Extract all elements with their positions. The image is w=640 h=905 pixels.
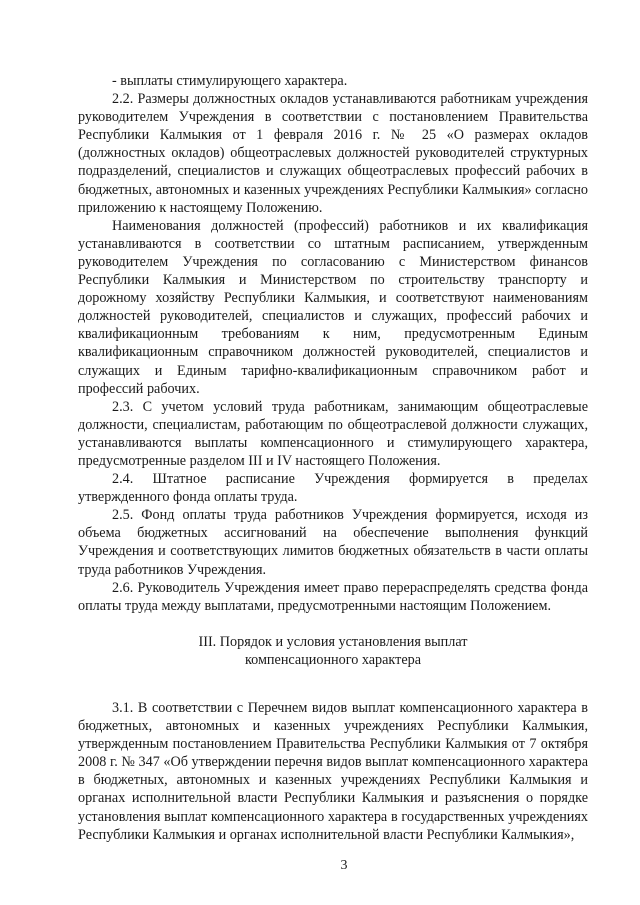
page-number: 3 bbox=[340, 858, 348, 873]
paragraph-2-2: 2.2. Размеры должностных окладов устанавливаются работникам учреждения руководителем Учреждения в соответствии с постановлением Правительства Республики Калмыкия от 1 февраля 2016 г. № 25 «О размерах окладов (должностных окладов) общеотраслевых должностей руководителей структурных подразделений, специалистов и служащих общеотраслевых профессий рабочих в бюджетных, автономных и казенных учреждениях Республики Калмыкия» согласно приложению к настоящему Положению. bbox=[78, 91, 588, 216]
paragraph-position-names: Наименования должностей (профессий) работников и их квалификация устанавливаются в соответствии со штатным расписанием, утвержденным руководителем Учреждения по согласованию с Министерством финансов Республики Калмыкия и Министерством по строительству транспорту и дорожному хозяйству Республики Калмыкия, и соответствуют наименованиям должностей руководителей, специалистов и служащих, профессий рабочих и квалификационным требованиям к ним, предусмотренным Единым квалификационным справочником должностей руководителей, специалистов и служащих и Единым тарифно-квалификационным справочником работ и профессий рабочих. bbox=[78, 217, 588, 397]
section-heading-line-1: III. Порядок и условия установления выплат bbox=[198, 633, 468, 650]
paragraph-2-5: 2.5. Фонд оплаты труда работников Учреждения формируется, исходя из объема бюджетных ассигнований на обеспечение выполнения функций Учреждения и соответствующих лимитов бюджетных обязательств в части оплаты труда работников Учреждения. bbox=[78, 507, 588, 578]
paragraph-list-item-stimulating: - выплаты стимулирующего характера. bbox=[112, 73, 348, 89]
paragraph-2-3: 2.3. С учетом условий труда работникам, занимающим общеотраслевые должности, специалистам, работающим по общеотраслевой должности служащих, устанавливаются выплаты компенсационного и стимулирующего характера, предусмотренные разделом III и IV настоящего Положения. bbox=[78, 398, 588, 469]
section-spacer-bottom bbox=[78, 669, 588, 699]
paragraph-3-1: 3.1. В соответствии с Перечнем видов выплат компенсационного характера в бюджетных, автономных и казенных учреждениях Республики Калмыкия, утвержденным постановлением Правительства Республики Калмыкия от 7 октября 2008 г. № 347 «Об утверждении перечня видов выплат компенсационного характера в бюджетных, автономных и казенных учреждениях Республики Калмыкия и органах исполнительной власти Республики Калмыкия и разъяснения о порядке установления выплат компенсационного характера в государственных учреждениях Республики Калмыкия и органах исполнительной власти Республики Калмыкия», bbox=[78, 700, 588, 843]
section-heading-line-2: компенсационного характера bbox=[244, 651, 422, 668]
paragraph-2-6: 2.6. Руководитель Учреждения имеет право перераспределять средства фонда оплаты труда между выплатами, предусмотренными настоящим Положением. bbox=[78, 579, 588, 614]
section-spacer-top bbox=[78, 615, 588, 633]
paragraph-2-4: 2.4. Штатное расписание Учреждения формируется в пределах утвержденного фонда оплаты труда. bbox=[78, 471, 588, 506]
document-body bbox=[78, 72, 588, 844]
